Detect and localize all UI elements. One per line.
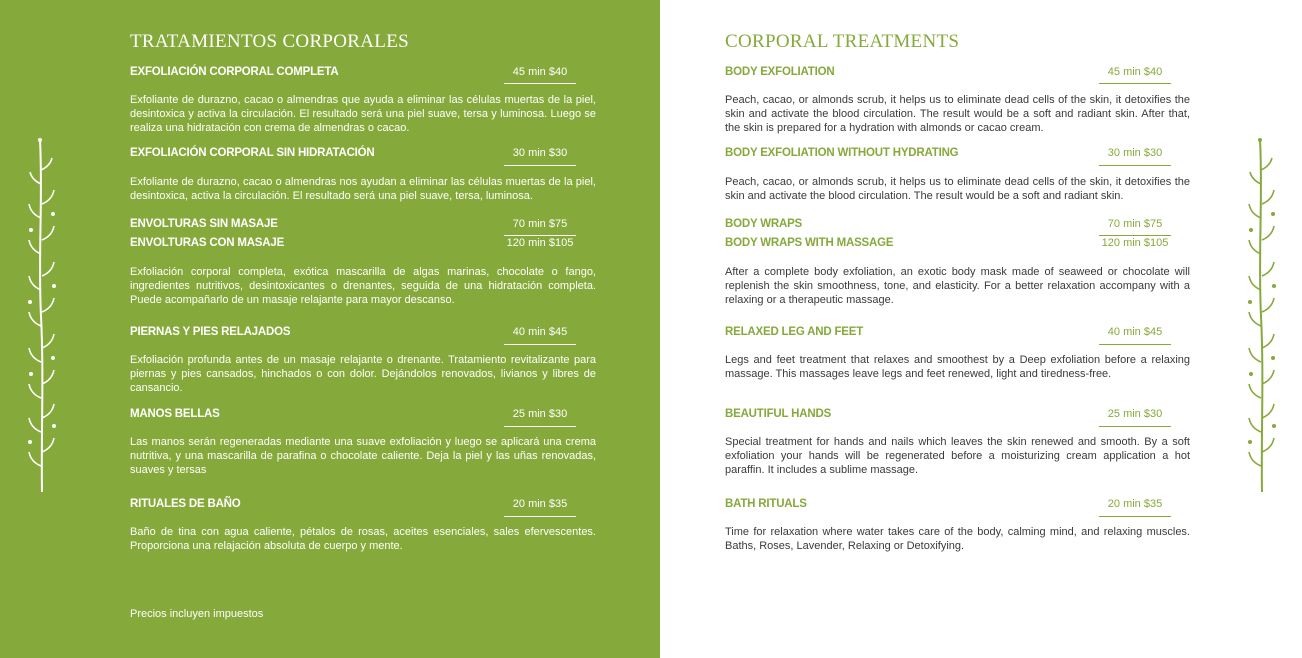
treatment-name: EXFOLIACIÓN CORPORAL SIN HIDRATACIÓN bbox=[130, 147, 375, 159]
divider-line bbox=[1099, 344, 1171, 345]
divider-line bbox=[1099, 235, 1171, 236]
duration-price: 120 min $105 bbox=[506, 237, 574, 249]
treatment-description: Exfoliación corporal completa, exótica mascarilla de algas marinas, chocolate o fango, ingredientes nutritivos, desintoxicantes o drenantes, seguida de una hidratación completa. Puede acompañarlo de un masaje relajante para mayor descanso. bbox=[130, 266, 596, 306]
treatment-description: After a complete body exfoliation, an exotic body mask made of seaweed or chocolate will replenish the skin smoothness, tone, and elasticity. For a better relaxation accompany with a relaxing or a therapeutic massage. bbox=[725, 266, 1190, 306]
duration-price: 40 min $45 bbox=[1107, 326, 1163, 338]
divider-line bbox=[1099, 83, 1171, 84]
treatment-name: BEAUTIFUL HANDS bbox=[725, 408, 832, 420]
duration-price: 25 min $30 bbox=[512, 408, 568, 420]
divider-line bbox=[504, 344, 576, 345]
duration-price: 70 min $75 bbox=[1107, 218, 1163, 230]
duration-price: 70 min $75 bbox=[512, 218, 568, 230]
duration-price: 45 min $40 bbox=[1107, 66, 1163, 78]
treatment-name: BODY WRAPS bbox=[725, 218, 803, 230]
footer-note: Precios incluyen impuestos bbox=[130, 608, 264, 620]
treatment-description: Exfoliante de durazno, cacao o almendras nos ayudan a eliminar las células muertas de la piel, desintoxica, activa la circulación. El resultado será una piel suave, tersa, luminosa. bbox=[130, 176, 596, 202]
divider-line bbox=[504, 426, 576, 427]
treatment-description: Baño de tina con agua caliente, pétalos de rosas, aceites esenciales, sales efervescentes. Proporciona una relajación absoluta de cuerpo y mente. bbox=[130, 526, 596, 552]
treatment-name: ENVOLTURAS CON MASAJE bbox=[130, 237, 285, 249]
treatment-description: Exfoliación profunda antes de un masaje relajante o drenante. Tratamiento revitalizante para piernas y pies cansados, hinchados o con dolor. Dejándolos renovados, livianos y libres de cansancio. bbox=[130, 354, 596, 394]
treatment-name: PIERNAS Y PIES RELAJADOS bbox=[130, 326, 291, 338]
duration-price: 25 min $30 bbox=[1107, 408, 1163, 420]
page-title: TRATAMIENTOS CORPORALES bbox=[130, 31, 409, 52]
treatment-name: RELAXED LEG AND FEET bbox=[725, 326, 864, 338]
duration-price: 20 min $35 bbox=[512, 498, 568, 510]
divider-line bbox=[1099, 516, 1171, 517]
duration-price: 20 min $35 bbox=[1107, 498, 1163, 510]
treatment-name: BODY EXFOLIATION WITHOUT HYDRATING bbox=[725, 147, 959, 159]
divider-line bbox=[504, 235, 576, 236]
divider-line bbox=[504, 516, 576, 517]
treatment-name: RITUALES DE BAÑO bbox=[130, 498, 241, 510]
duration-price: 30 min $30 bbox=[512, 147, 568, 159]
treatment-name: ENVOLTURAS SIN MASAJE bbox=[130, 218, 278, 230]
treatment-description: Las manos serán regeneradas mediante una suave exfoliación y luego se aplicará una crema nutritiva, y una mascarilla de parafina o chocolate caliente. Deja la piel y las uñas renovadas, suaves y tersas bbox=[130, 436, 596, 476]
duration-price: 120 min $105 bbox=[1101, 237, 1169, 249]
treatment-description: Special treatment for hands and nails which leaves the skin renewed and smooth. By a soft exfoliation your hands will be regenerated before a moisturizing cream application a hot paraffin. It includes a sublime massage. bbox=[725, 436, 1190, 476]
duration-price: 40 min $45 bbox=[512, 326, 568, 338]
treatment-description: Exfoliante de durazno, cacao o almendras que ayuda a eliminar las células muertas de la piel, desintoxica y activa la circulación. El resultado será una piel suave, tersa y luminosa. Luego se realiza una hidratación con crema de almendras o cacao. bbox=[130, 94, 596, 134]
treatment-description: Peach, cacao, or almonds scrub, it helps us to eliminate dead cells of the skin, it detoxifies the skin and activate the blood circulation. The result would be a soft and radiant skin. After that, the skin is prepared for a hydration with almonds or cacao cream. bbox=[725, 94, 1190, 134]
duration-price: 30 min $30 bbox=[1107, 147, 1163, 159]
left-vine-ornament bbox=[26, 136, 62, 496]
english-panel bbox=[660, 0, 1302, 658]
page-title: CORPORAL TREATMENTS bbox=[725, 31, 960, 52]
treatment-description: Legs and feet treatment that relaxes and smoothest by a Deep exfoliation before a relaxing massage. This massages leave legs and feet renewed, light and tiredness-free. bbox=[725, 354, 1190, 380]
treatment-description: Time for relaxation where water takes care of the body, calming mind, and relaxing muscles. Baths, Roses, Lavender, Relaxing or Detoxifying. bbox=[725, 526, 1190, 552]
divider-line bbox=[504, 165, 576, 166]
duration-price: 45 min $40 bbox=[512, 66, 568, 78]
treatment-name: EXFOLIACIÓN CORPORAL COMPLETA bbox=[130, 66, 339, 78]
treatment-name: BODY EXFOLIATION bbox=[725, 66, 835, 78]
divider-line bbox=[504, 83, 576, 84]
treatment-name: MANOS BELLAS bbox=[130, 408, 220, 420]
treatment-name: BODY WRAPS WITH MASSAGE bbox=[725, 237, 894, 249]
divider-line bbox=[1099, 165, 1171, 166]
right-vine-ornament bbox=[1246, 136, 1282, 496]
treatment-description: Peach, cacao, or almonds scrub, it helps us to eliminate dead cells of the skin, it detoxifies the skin and activate the blood circulation. The result would be a soft and radiant skin. bbox=[725, 176, 1190, 202]
divider-line bbox=[1099, 426, 1171, 427]
treatment-name: BATH RITUALS bbox=[725, 498, 807, 510]
